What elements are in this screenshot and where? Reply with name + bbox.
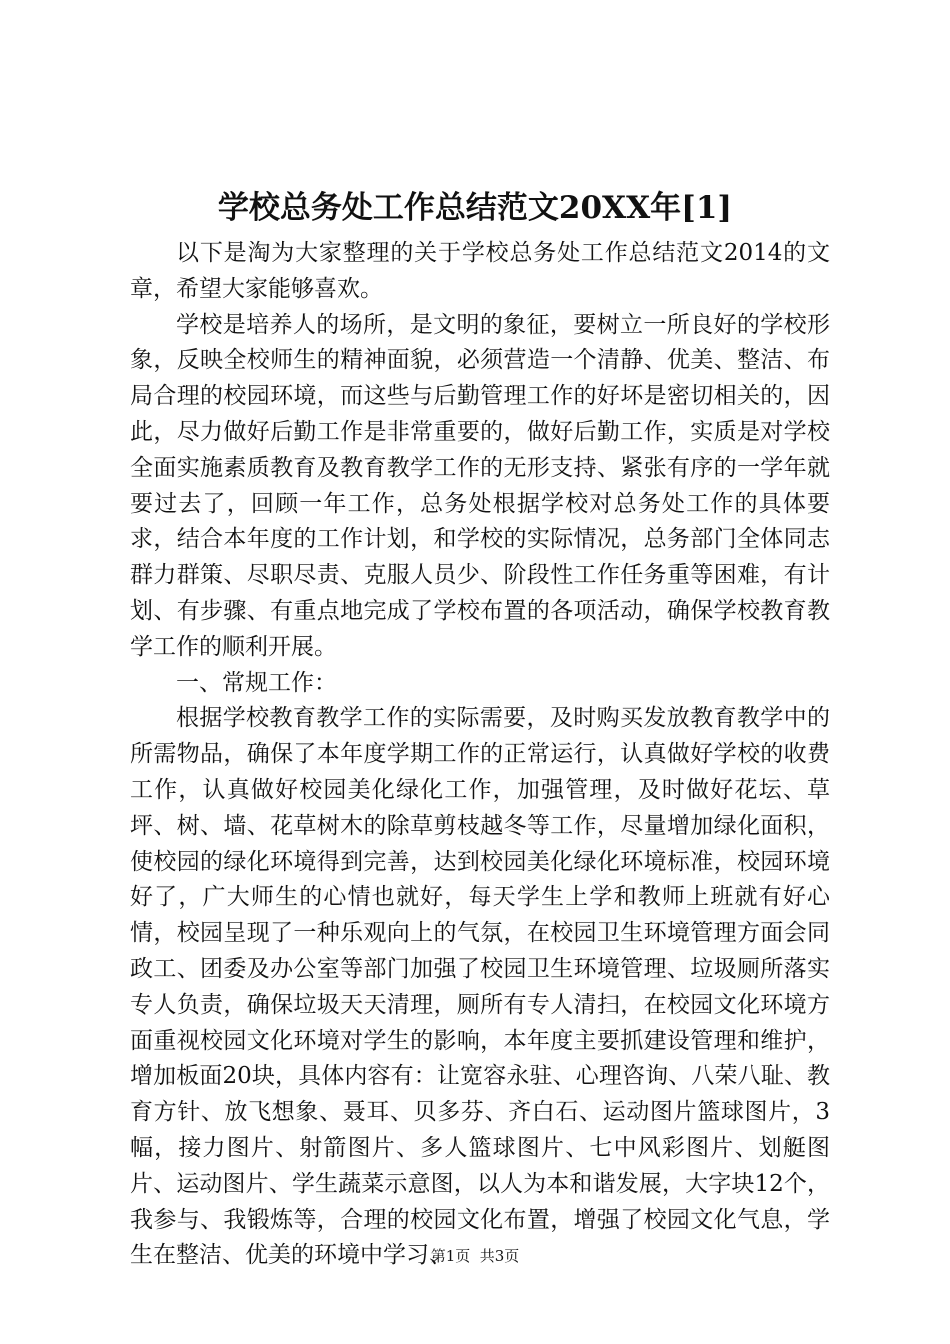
page-footer: 第1页 共3页 <box>430 1247 520 1265</box>
intro-paragraph: 以下是淘为大家整理的关于学校总务处工作总结范文2014的文章，希望大家能够喜欢。 <box>130 240 830 302</box>
section-heading: 一、常规工作： <box>176 669 337 696</box>
document-body <box>130 236 830 1274</box>
overview-paragraph: 学校是培养人的场所，是文明的象征，要树立一所良好的学校形象，反映全校师生的精神面貌，必须营造一个清静、优美、整洁、布局合理的校园环境，而这些与后勤管理工作的好坏是密切相关的，因此，尽力做好后勤工作是非常重要的，做好后勤工作，实质是对学校全面实施素质教育及教育教学工作的无形支持、紧张有序的一学年就要过去了，回顾一年工作，总务处根据学校对总务处工作的具体要求，结合本年度的工作计划，和学校的实际情况，总务部门全体同志群力群策、尽职尽责、克服人员少、阶段性工作任务重等困难，有计划、有步骤、有重点地完成了学校布置的各项活动，确保学校教育教学工作的顺利开展。 <box>130 311 830 660</box>
document-title: 学校总务处工作总结范文20XX年[1] <box>217 190 733 226</box>
routine-work-paragraph: 根据学校教育教学工作的实际需要，及时购买发放教育教学中的所需物品，确保了本年度学期工作的正常运行，认真做好学校的收费工作，认真做好校园美化绿化工作，加强管理，及时做好花坛、草坪、树、墙、花草树木的除草剪枝越冬等工作，尽量增加绿化面积，使校园的绿化环境得到完善，达到校园美化绿化环境标准，校园环境好了，广大师生的心情也就好，每天学生上学和教师上班就有好心情，校园呈现了一种乐观向上的气氛，在校园卫生环境管理方面会同政工、团委及办公室等部门加强了校园卫生环境管理、垃圾厕所落实专人负责，确保垃圾天天清理，厕所有专人清扫，在校园文化环境方面重视校园文化环境对学生的影响，本年度主要抓建设管理和维护，增加板面20块，具体内容有：让宽容永驻、心理咨询、八荣八耻、教育方针、放飞想象、聂耳、贝多芬、齐白石、运动图片篮球图片，3幅，接力图片、射箭图片、多人篮球图片、七中风彩图片、划艇图片、运动图片、学生蔬菜示意图，以人为本和谐发展，大字块12个，我参与、我锻炼等，合理的校园文化布置，增强了校园文化气息，学生在整洁、优美的环境中学习、 <box>130 705 830 1269</box>
